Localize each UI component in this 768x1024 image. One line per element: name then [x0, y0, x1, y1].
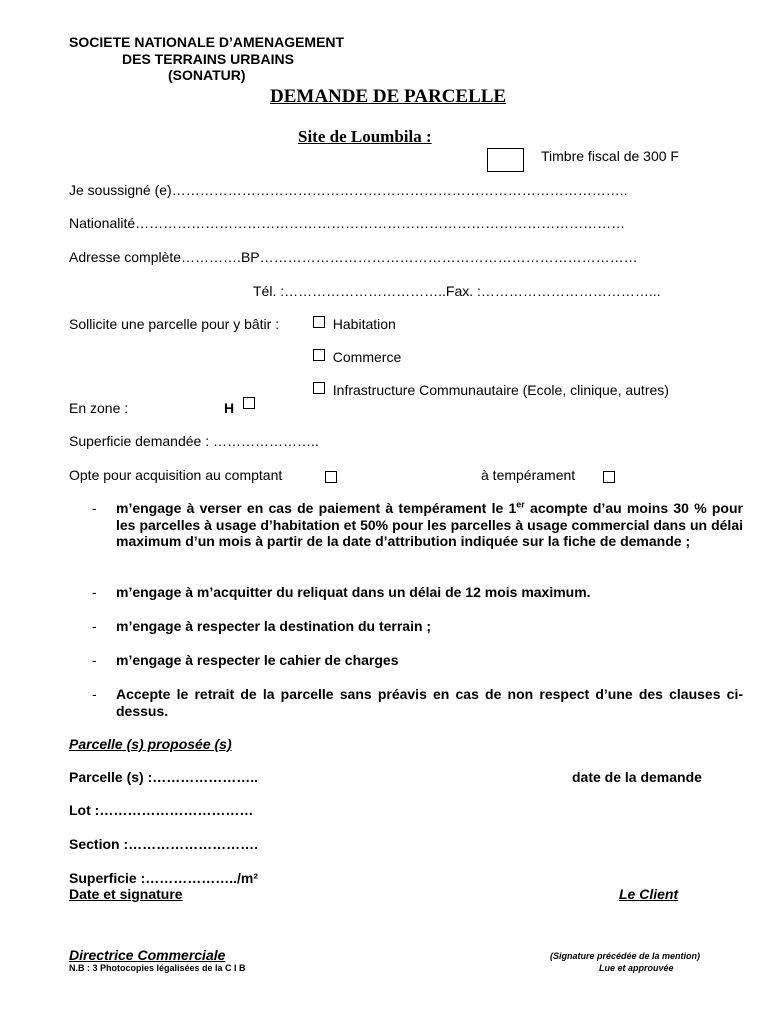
- option-infrastructure: [313, 382, 669, 398]
- bullet: -: [92, 584, 97, 600]
- zone-checkbox: [243, 397, 255, 409]
- commitment-1-text-rest: acompte d’au moins 30 % pour les parcelles à usage d’habitation et 50% pour les parcelles à usage commercial dans un délai maximum d’un mois à partir de la date d’attribution indiquée sur la fiche de demande ;: [116, 500, 743, 549]
- bullet: -: [92, 652, 97, 668]
- tel-fax-field: Tél. :……………………………..Fax. :………………………………...: [253, 283, 661, 299]
- commitment-1-text: m’engage à verser en cas de paiement à tempérament le 1: [116, 500, 517, 516]
- acquisition-label: Opte pour acquisition au comptant: [69, 467, 283, 483]
- superficie-field: Superficie :………………../m²: [69, 870, 259, 886]
- infrastructure-label: Infrastructure Communautaire (Ecole, clinique, autres): [332, 382, 669, 398]
- temperament-label: à tempérament: [481, 467, 576, 483]
- option-habitation: [313, 316, 396, 332]
- directrice-label: Directrice Commerciale: [69, 947, 226, 963]
- bullet: -: [92, 618, 97, 634]
- org-acronym: (SONATUR): [168, 67, 246, 83]
- commitment-3: m’engage à respecter la destination du terrain ;: [116, 618, 432, 634]
- signature-mention: (Signature précédée de la mention): [550, 951, 701, 961]
- section-field: Section :……………………….: [69, 836, 259, 852]
- lot-field: Lot :……………………………: [69, 802, 254, 818]
- lue-approuvee: Lue et approuvée: [599, 963, 674, 973]
- org-name-line1: SOCIETE NATIONALE D’AMENAGEMENT: [69, 34, 345, 50]
- infrastructure-checkbox: [313, 382, 325, 394]
- fiscal-stamp-label: Timbre fiscal de 300 F: [541, 148, 679, 164]
- bullet: -: [92, 500, 97, 516]
- commerce-label: Commerce: [332, 349, 402, 365]
- zone-label: En zone :: [69, 400, 129, 416]
- nationalite-field: Nationalité……………………………………………………………………………………………: [69, 215, 626, 231]
- adresse-field: Adresse complète………….BP………………………………………………………………………: [69, 249, 638, 265]
- commitment-2: m’engage à m’acquitter du reliquat dans un délai de 12 mois maximum.: [116, 584, 591, 600]
- document-title: DEMANDE DE PARCELLE: [270, 86, 507, 107]
- commitment-4: m’engage à respecter le cahier de charges: [116, 652, 399, 668]
- date-demande-label: date de la demande: [572, 769, 702, 785]
- superficie-demandee-field: Superficie demandée : …………………..: [69, 433, 319, 449]
- parcelle-field: Parcelle (s) :…………………..: [69, 769, 259, 785]
- option-commerce: [313, 349, 401, 365]
- comptant-checkbox: [325, 471, 337, 483]
- soussigne-field: Je soussigné (e)……………………………………………………………………………………..: [69, 182, 628, 198]
- fiscal-stamp-box: [487, 148, 524, 172]
- commitment-1-superscript: er: [516, 499, 525, 510]
- proposed-heading: Parcelle (s) proposée (s): [69, 736, 232, 752]
- org-name-line2: DES TERRAINS URBAINS: [122, 51, 294, 67]
- commerce-checkbox: [313, 349, 325, 361]
- date-signature-label: Date et signature: [69, 886, 183, 902]
- client-label: Le Client: [619, 886, 679, 902]
- habitation-label: Habitation: [332, 316, 396, 332]
- nb-note: N.B : 3 Photocopies légalisées de la C I B: [69, 963, 246, 973]
- zone-value: H: [224, 400, 235, 416]
- commitment-1: [116, 500, 743, 550]
- bullet: -: [92, 686, 97, 702]
- site-title: Site de Loumbila :: [298, 127, 432, 146]
- commitment-5: Accepte le retrait de la parcelle sans préavis en cas de non respect d’une des clauses ci-dessus.: [116, 686, 743, 719]
- habitation-checkbox: [313, 316, 325, 328]
- temperament-checkbox: [603, 471, 615, 483]
- sollicite-label: Sollicite une parcelle pour y bâtir :: [69, 316, 280, 332]
